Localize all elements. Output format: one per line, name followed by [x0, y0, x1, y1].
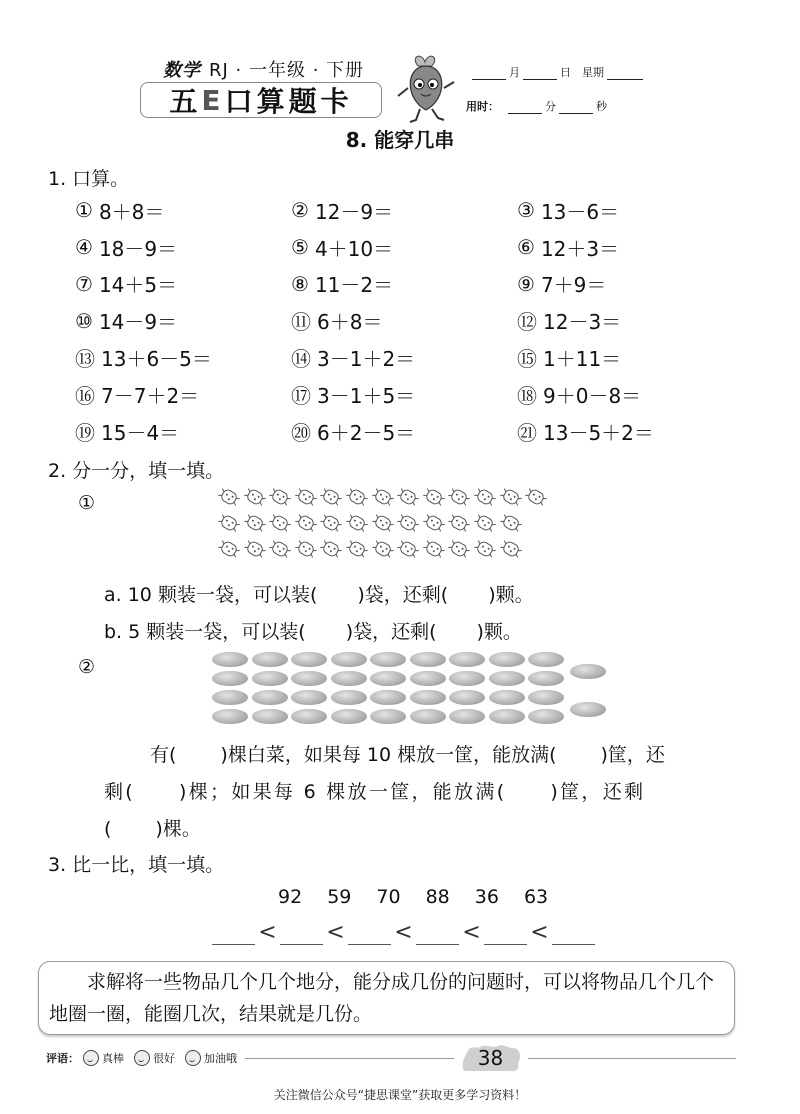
problem-expression: 14＋5＝: [98, 273, 178, 298]
cabbage-icon: [449, 652, 485, 667]
cabbage-icon: [449, 690, 485, 705]
problem-expression: 12－9＝: [314, 199, 394, 224]
mental-math-problem: [75, 413, 291, 450]
worried-face-icon[interactable]: [185, 1050, 201, 1066]
problem-expression: 14－9＝: [98, 310, 178, 335]
number-item: 63: [523, 886, 549, 908]
candy-icon: [218, 538, 240, 560]
mental-math-problem: [517, 302, 697, 339]
problem-expression: 13＋6－5＝: [101, 347, 212, 372]
candy-icon: [295, 486, 317, 508]
candy-icon: [346, 486, 368, 508]
cabbage-extra-block: [570, 652, 606, 728]
cabbage-icon: [528, 709, 564, 724]
time-fill-line: [466, 98, 607, 114]
problem-expression: 18－9＝: [98, 236, 178, 261]
laughing-face-icon[interactable]: [83, 1050, 99, 1066]
candy-grid: [218, 486, 547, 564]
problem-expression: 3－1＋2＝: [317, 347, 416, 372]
cabbage-icon: [212, 671, 248, 686]
question-b-text-1: b. 5 颗装一袋，可以装(: [104, 621, 306, 643]
mental-math-problem: [75, 302, 291, 339]
problem-expression: 3－1＋5＝: [317, 383, 416, 408]
problem-number: ⑥: [517, 235, 535, 260]
less-than-sign: <: [326, 920, 345, 945]
cabbage-icon: [331, 690, 367, 705]
problem-expression: 11－2＝: [314, 273, 394, 298]
number-item: 70: [376, 886, 401, 908]
cabbage-icon: [489, 690, 525, 705]
footer-divider: [245, 1058, 454, 1059]
comment-label: 评语：: [46, 1052, 79, 1065]
mental-math-problem: [517, 229, 697, 266]
mental-math-problem: [75, 192, 291, 229]
candy-row: [218, 512, 547, 538]
candy-icon: [244, 512, 266, 534]
cabbage-icon: [489, 671, 525, 686]
cabbage-icon: [252, 690, 288, 705]
minutes-blank[interactable]: [508, 101, 542, 114]
less-than-sign: <: [258, 920, 277, 945]
number-item: 36: [474, 886, 499, 908]
question-b-text-3: )颗。: [476, 621, 522, 643]
lesson-title: 8. 能穿几串: [345, 128, 455, 152]
candy-icon: [320, 538, 342, 560]
cabbage-icon: [570, 664, 606, 679]
footer-bar: [46, 1043, 736, 1073]
mental-math-problem: [517, 192, 697, 229]
question-a: [104, 580, 534, 607]
mental-math-problem: [517, 413, 697, 450]
candy-icon: [244, 486, 266, 508]
problem-expression: 13－5＋2＝: [543, 420, 654, 445]
smiling-face-icon[interactable]: [134, 1050, 150, 1066]
mental-math-problem: [517, 266, 697, 303]
cabbage-icon: [449, 709, 485, 724]
mental-math-problem: [291, 266, 517, 303]
cabbage-icon: [212, 652, 248, 667]
cabbage-icon: [252, 671, 288, 686]
part1-marker: ①: [78, 492, 96, 514]
cabbage-icon: [410, 709, 446, 724]
mental-math-problem: [75, 376, 291, 413]
problem-expression: 15－4＝: [101, 420, 180, 445]
candy-icon: [448, 538, 470, 560]
mental-math-problem: [291, 413, 517, 450]
cabbage-row: [212, 709, 564, 728]
problem-expression: 12＋3＝: [540, 236, 620, 261]
tip-text: 求解将一些物品几个几个地分，能分成几份的问题时，可以将物品几个几个地圈一圈，能圈几次，结果就是几份。: [49, 971, 715, 1025]
cabbage-text-5: )棵；如果每 6 棵放一筐，能放满(: [179, 781, 507, 803]
problem-number: ⑦: [75, 271, 93, 296]
problem-number: ㉑: [517, 420, 537, 445]
candy-icon: [372, 538, 394, 560]
mental-math-problem: [517, 339, 697, 376]
candy-icon: [397, 538, 419, 560]
cabbage-text-4: 剩(: [104, 781, 136, 803]
candy-icon: [244, 538, 266, 560]
candy-icon: [423, 538, 445, 560]
mental-math-problem: [291, 376, 517, 413]
question-a-text-1: a. 10 颗装一袋，可以装(: [104, 584, 318, 606]
number-item: 88: [425, 886, 450, 908]
mental-math-problem: [75, 229, 291, 266]
seconds-blank[interactable]: [559, 101, 593, 114]
problem-expression: 6＋2－5＝: [317, 420, 416, 445]
cabbage-text-7: (: [104, 818, 112, 840]
cabbage-icon: [291, 709, 327, 724]
problem-number: ⑩: [75, 308, 93, 333]
candy-icon: [372, 486, 394, 508]
problem-expression: 13－6＝: [540, 199, 620, 224]
cabbage-text-2: )棵白菜，如果每 10 棵放一筐，能放满(: [220, 744, 557, 766]
problem-number: ⑰: [291, 383, 311, 408]
brand-part-e: E: [201, 83, 225, 117]
cabbage-row: [212, 690, 564, 709]
candy-icon: [320, 512, 342, 534]
question-a-text-2: )袋，还剩(: [357, 584, 449, 606]
order-blank-4[interactable]: [416, 922, 459, 945]
problem-number: ⑨: [517, 271, 535, 296]
rating-great[interactable]: 真棒: [102, 1052, 124, 1065]
cabbage-main-block: [212, 652, 564, 728]
problem-number: ⑧: [291, 271, 309, 296]
cabbage-icon: [331, 652, 367, 667]
cabbage-icon: [570, 702, 606, 717]
cabbage-row: [212, 652, 564, 671]
problem-number: ⑱: [517, 383, 537, 408]
mental-math-problem: [75, 266, 291, 303]
less-than-sign: <: [394, 920, 413, 945]
problem-expression: 9＋0－8＝: [543, 383, 642, 408]
cabbage-text-8: )棵。: [155, 818, 201, 840]
footer-divider: [528, 1058, 737, 1059]
number-item: 59: [327, 886, 352, 908]
cabbage-icon: [528, 652, 564, 667]
candy-icon: [525, 486, 547, 508]
candy-icon: [269, 486, 291, 508]
brand-part-card: 口算题卡: [224, 85, 353, 118]
candy-icon: [346, 538, 368, 560]
order-blank-5[interactable]: [484, 922, 527, 945]
brand-title-box: [140, 82, 382, 118]
day-label: 日: [560, 66, 571, 79]
candy-icon: [269, 538, 291, 560]
problem-number: ⑭: [291, 347, 311, 372]
question-a-text-3: )颗。: [488, 584, 534, 606]
problem-expression: 7－7＋2＝: [101, 383, 200, 408]
cabbage-text-1: 有(: [150, 744, 177, 766]
candy-icon: [448, 486, 470, 508]
candy-row: [218, 486, 547, 512]
cabbage-icon: [370, 652, 406, 667]
question-b: [104, 617, 522, 644]
problem-number: ⑲: [75, 420, 95, 445]
weekday-blank[interactable]: [607, 67, 643, 80]
candy-icon: [423, 512, 445, 534]
problem-number: ①: [75, 198, 93, 223]
candy-icon: [320, 486, 342, 508]
time-label: 用时：: [466, 100, 499, 113]
page-number: 38: [477, 1046, 504, 1070]
numbers-to-order: [278, 886, 548, 908]
cabbage-icon: [331, 709, 367, 724]
day-blank[interactable]: [523, 67, 557, 80]
subject-line: [163, 56, 364, 82]
cabbage-icon: [370, 671, 406, 686]
problem-expression: 1＋11＝: [543, 347, 622, 372]
order-blank-6[interactable]: [552, 922, 595, 945]
candy-icon: [500, 512, 522, 534]
cabbage-icon: [410, 652, 446, 667]
problem-number: ④: [75, 235, 93, 260]
problem-number: ⑮: [517, 347, 537, 372]
minutes-label: 分: [545, 100, 556, 113]
month-label: 月: [509, 66, 520, 79]
candy-icon: [474, 512, 496, 534]
cabbage-icon: [291, 652, 327, 667]
cabbage-icon: [489, 709, 525, 724]
part2-marker: ②: [78, 656, 96, 678]
problem-number: ⑤: [291, 235, 309, 260]
candy-icon: [397, 512, 419, 534]
less-than-sign: <: [530, 920, 549, 945]
problem-expression: 7＋9＝: [540, 273, 607, 298]
promo-text: 关注微信公众号“捷思课堂”获取更多学习资料！: [273, 1088, 527, 1102]
cabbage-icon: [410, 690, 446, 705]
section1-title: 1. 口算。: [48, 168, 130, 190]
cabbage-row: [212, 671, 564, 690]
cabbage-icon: [370, 690, 406, 705]
mental-math-problem: [517, 376, 697, 413]
cabbage-icon: [212, 709, 248, 724]
order-blank-3[interactable]: [348, 922, 391, 945]
mental-math-problem: [291, 192, 517, 229]
less-than-sign: <: [462, 920, 481, 945]
mental-math-problem: [291, 302, 517, 339]
candy-icon: [218, 512, 240, 534]
order-blank-1[interactable]: [212, 922, 255, 945]
problem-number: ⑳: [291, 420, 311, 445]
problem-number: ⑪: [291, 310, 311, 335]
number-item: 92: [278, 886, 303, 908]
candy-icon: [346, 512, 368, 534]
rating-keep-trying[interactable]: 加油哦: [204, 1052, 237, 1065]
cabbage-icon: [331, 671, 367, 686]
ordering-blanks: [212, 920, 595, 945]
order-blank-2[interactable]: [280, 922, 323, 945]
seconds-label: 秒: [596, 100, 607, 113]
cabbage-text-3: )筐，还: [600, 744, 665, 766]
cabbage-question-line1: [150, 740, 665, 767]
problem-number: ⑫: [517, 310, 537, 335]
weekday-label: 星期: [582, 66, 604, 79]
problem-expression: 6＋8＝: [317, 310, 383, 335]
page-number-badge: [458, 1043, 524, 1073]
problem-expression: 12－3＝: [543, 310, 622, 335]
edition-label: RJ · 一年级 · 下册: [209, 60, 365, 81]
problem-number: ③: [517, 198, 535, 223]
mental-math-problem: [291, 339, 517, 376]
candy-icon: [423, 486, 445, 508]
mental-math-problem: [75, 339, 291, 376]
candy-icon: [372, 512, 394, 534]
date-fill-line: [472, 64, 643, 80]
problem-number: ⑬: [75, 347, 95, 372]
question-b-text-2: )袋，还剩(: [345, 621, 437, 643]
problem-expression: 8＋8＝: [98, 199, 165, 224]
section3-title: 3. 比一比，填一填。: [48, 854, 225, 876]
candy-row: [218, 538, 547, 564]
cabbage-icon: [370, 709, 406, 724]
month-blank[interactable]: [472, 67, 506, 80]
brand-part-five: 五: [169, 85, 202, 118]
cabbage-icon: [291, 671, 327, 686]
cabbage-question-line3: [104, 814, 201, 841]
cabbage-icon: [410, 671, 446, 686]
candy-icon: [500, 538, 522, 560]
subject-name: 数学: [163, 60, 201, 81]
radish-mascot-icon: [392, 52, 460, 124]
cabbage-text-6: )筐，还剩: [550, 781, 646, 803]
mental-math-grid: [75, 192, 695, 450]
cabbage-icon: [449, 671, 485, 686]
problem-expression: 4＋10＝: [314, 236, 394, 261]
cabbage-question-line2: [104, 777, 645, 804]
cabbage-icon: [291, 690, 327, 705]
cabbage-icon: [212, 690, 248, 705]
problem-number: ②: [291, 198, 309, 223]
candy-icon: [500, 486, 522, 508]
cabbage-icon: [252, 652, 288, 667]
section2-title: 2. 分一分，填一填。: [48, 460, 225, 482]
candy-icon: [218, 486, 240, 508]
rating-good[interactable]: 很好: [153, 1052, 175, 1065]
cabbage-icon: [252, 709, 288, 724]
candy-icon: [295, 512, 317, 534]
mental-math-problem: [291, 229, 517, 266]
cabbage-icon: [528, 690, 564, 705]
candy-icon: [448, 512, 470, 534]
tip-box: [38, 961, 735, 1035]
cabbage-icon: [489, 652, 525, 667]
candy-icon: [474, 538, 496, 560]
candy-icon: [474, 486, 496, 508]
problem-number: ⑯: [75, 383, 95, 408]
candy-icon: [269, 512, 291, 534]
cabbage-grid: [212, 652, 606, 728]
candy-icon: [295, 538, 317, 560]
candy-icon: [397, 486, 419, 508]
cabbage-icon: [528, 671, 564, 686]
